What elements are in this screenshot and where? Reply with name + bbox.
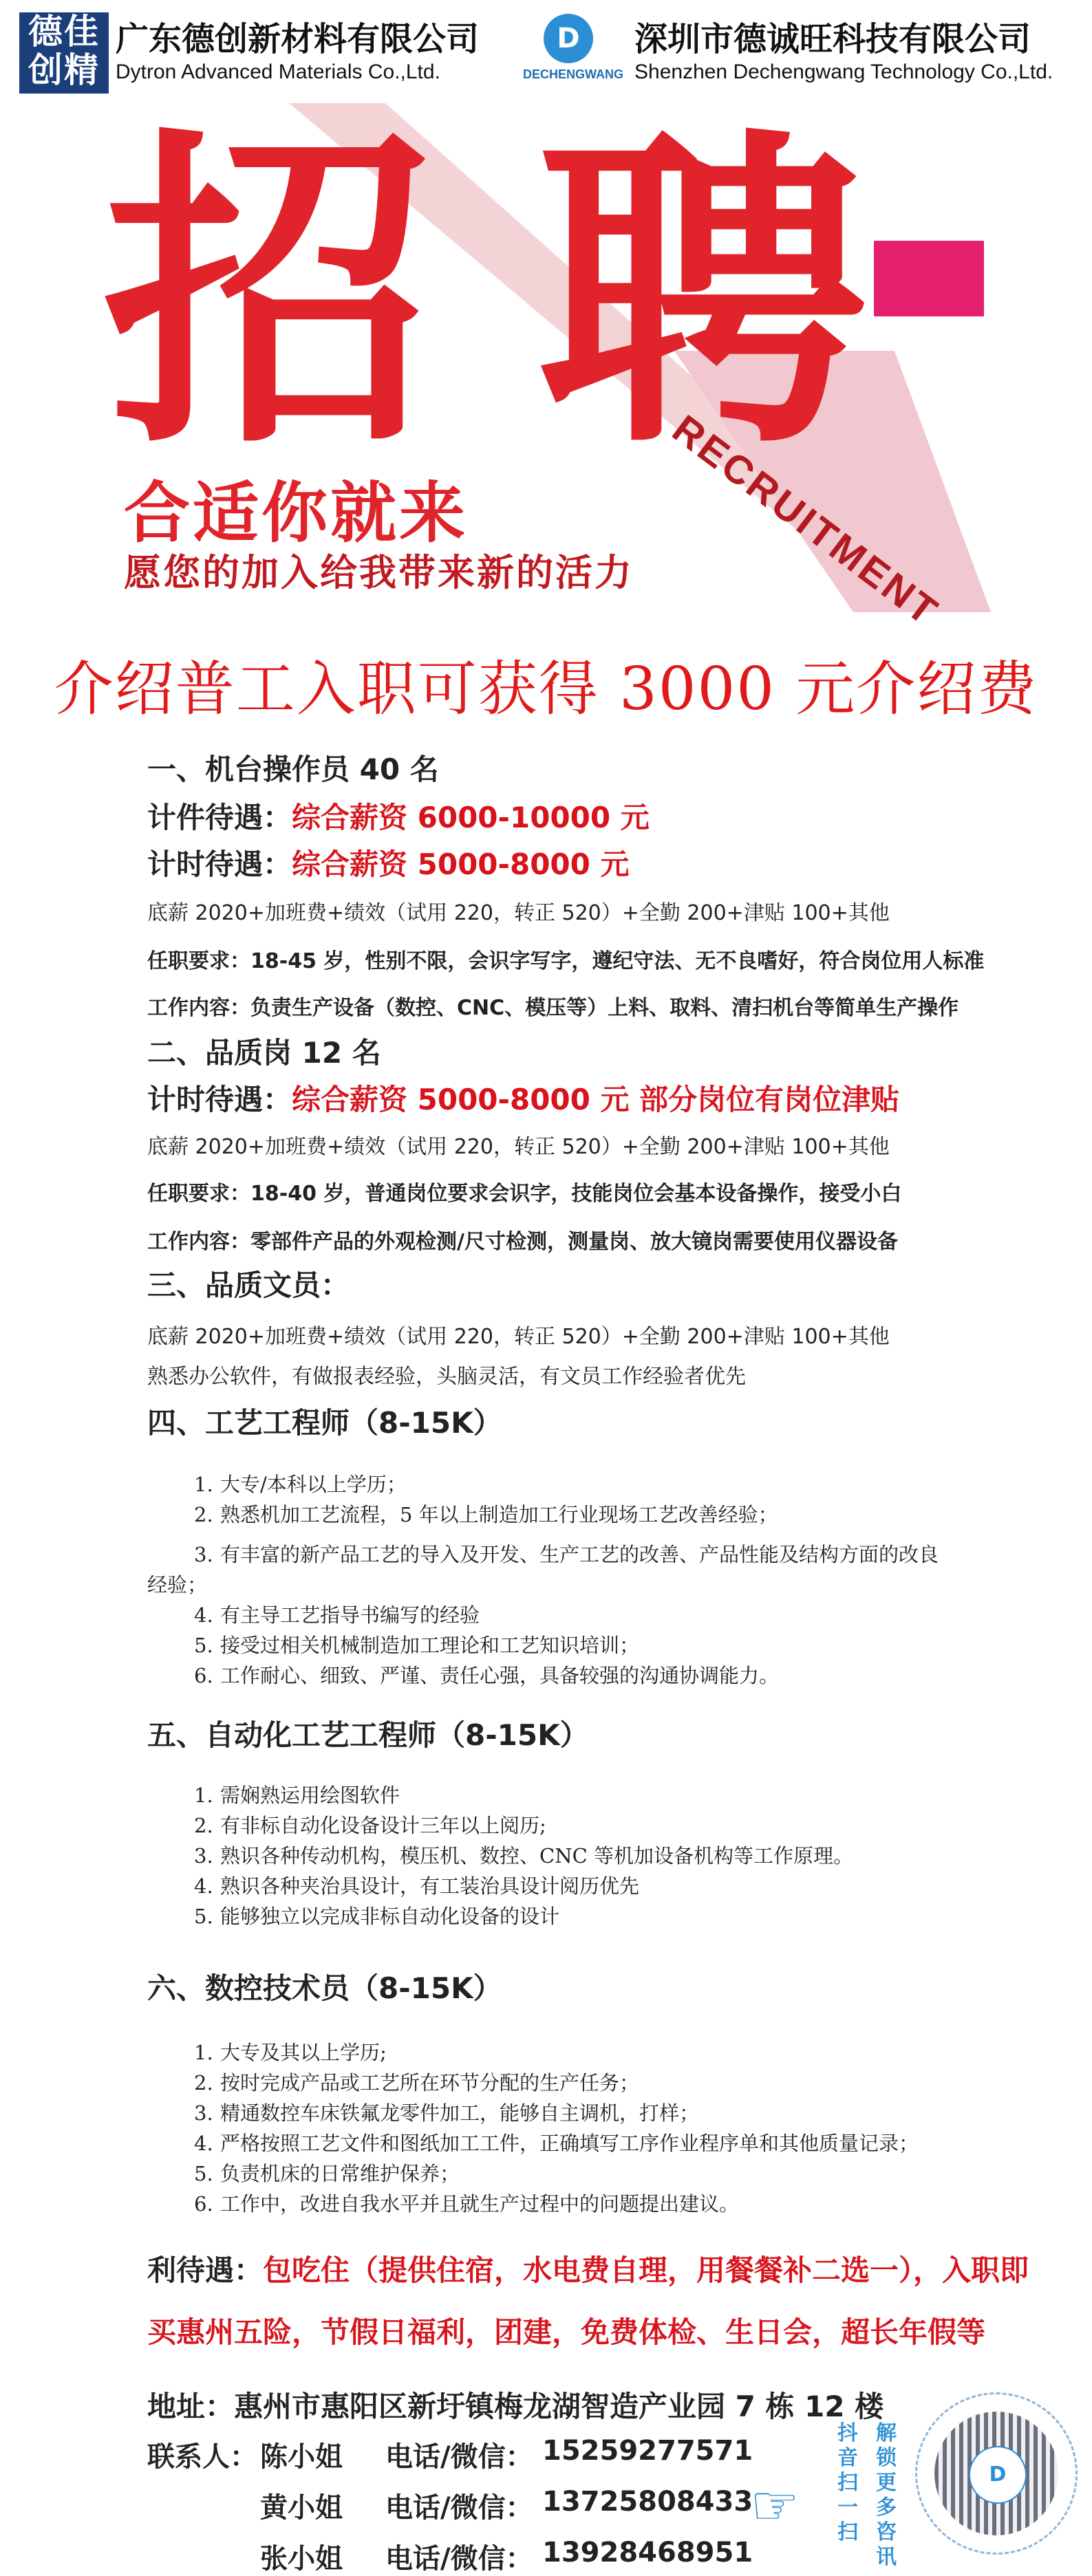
- dechengwang-logo-icon: D: [544, 14, 593, 63]
- dechengwang-logo-word: DECHENGWANG: [523, 67, 624, 81]
- job-4-requirement-list: [147, 1469, 939, 1691]
- right-company-name-en: Shenzhen Dechengwang Technology Co.,Ltd.: [634, 61, 1053, 83]
- contact-label: 联系人：: [147, 2441, 257, 2473]
- scan-douyin-text: 抖 音 扫 一 扫: [837, 2421, 858, 2544]
- benefits: [147, 2240, 1062, 2363]
- recruitment-banner: [0, 103, 1092, 636]
- job-1-requirements: 任职要求：18-45 岁，性别不限，会识字写字，遵纪守法、无不良嗜好，符合岗位用人标准: [147, 949, 985, 973]
- banner-char-zhao: 招: [103, 103, 433, 488]
- benefits-text-1: 包吃住（提供住宿，水电费自理，用餐餐补二选一），入职即: [263, 2253, 1029, 2287]
- job-5-requirement-list: [147, 1780, 853, 1931]
- list-item: 2. 有非标自动化设备设计三年以上阅历;: [194, 1814, 546, 1837]
- dytron-logo: [19, 12, 109, 94]
- logo-text-bottom: 创精: [28, 50, 100, 90]
- contact-phone: 13725808433: [542, 2486, 753, 2518]
- douyin-qr-code[interactable]: [915, 2392, 1078, 2555]
- unlock-more-text: 解 锁 更 多 咨 讯: [876, 2421, 897, 2569]
- banner-char-pin: 聘: [537, 103, 867, 488]
- list-item: 2. 熟悉机加工艺流程，5 年以上制造加工行业现场工艺改善经验；: [194, 1503, 778, 1526]
- list-item: 3. 有丰富的新产品工艺的导入及开发、生产工艺的改善、产品性能及结构方面的改良: [194, 1543, 939, 1566]
- pink-block: [874, 241, 984, 316]
- contact-name: 张小姐: [260, 2543, 343, 2575]
- list-item: 3. 精通数控车床铁氟龙零件加工，能够自主调机，打样；: [194, 2101, 700, 2125]
- recruitment-label: RECRUITMENT: [664, 406, 948, 636]
- contact-phone-label: 电话/微信：: [385, 2492, 533, 2524]
- benefits-line-2: 买惠州五险，节假日福利，团建，免费体检、生日会，超长年假等: [147, 2315, 986, 2349]
- job-6-requirement-list: [147, 2037, 919, 2219]
- list-item: 6. 工作中，改进自我水平并且就生产过程中的问题提出建议。: [194, 2192, 740, 2216]
- job-1-title: 一、机台操作员 40 名: [147, 753, 439, 786]
- job-1-piece-pay: [147, 795, 650, 836]
- banner-subslogan: 愿您的加入给我带来新的活力: [124, 551, 634, 594]
- referral-headline: 介绍普工入职可获得 3000 元介绍费: [54, 655, 1038, 724]
- piece-pay-value: 综合薪资 6000-10000 元: [292, 801, 650, 834]
- contact-phone: 15259277571: [542, 2435, 753, 2467]
- job-5-title: 五、自动化工艺工程师（8-15K）: [147, 1718, 589, 1752]
- job-1-base-pay: 底薪 2020+加班费+绩效（试用 220，转正 520）+全勤 200+津贴 100+其他: [147, 901, 890, 925]
- left-company-name-cn: 广东德创新材料有限公司: [116, 20, 480, 58]
- job-2-requirements: 任职要求：18-40 岁，普通岗位要求会识字，技能岗位会基本设备操作，接受小白: [147, 1182, 902, 1206]
- benefits-line-1: [147, 2240, 1062, 2302]
- job-2-duties: 工作内容：零部件产品的外观检测/尺寸检测，测量岗、放大镜岗需要使用仪器设备: [147, 1230, 898, 1254]
- hour-pay-value: 综合薪资 5000-8000 元 部分岗位有岗位津贴: [292, 1083, 900, 1116]
- benefits-label: 利待遇：: [147, 2253, 264, 2287]
- list-item: 4. 严格按照工艺文件和图纸加工工件，正确填写工序作业程序单和其他质量记录；: [194, 2132, 919, 2155]
- address: 地址：惠州市惠阳区新圩镇梅龙湖智造产业园 7 栋 12 楼: [147, 2390, 884, 2423]
- job-3-title: 三、品质文员：: [147, 1268, 350, 1302]
- job-2-hour-pay: [147, 1077, 899, 1118]
- contact-name: 陈小姐: [260, 2441, 343, 2473]
- hour-pay-label: 计时待遇：: [147, 1083, 292, 1116]
- list-item: 5. 负责机床的日常维护保养；: [194, 2162, 460, 2185]
- hour-pay-value: 综合薪资 5000-8000 元: [292, 847, 630, 881]
- list-item: 4. 有主导工艺指导书编写的经验: [194, 1603, 480, 1627]
- job-2-base-pay: 底薪 2020+加班费+绩效（试用 220，转正 520）+全勤 200+津贴 100+其他: [147, 1135, 890, 1159]
- list-item: 2. 按时完成产品或工艺所在环节分配的生产任务；: [194, 2071, 640, 2095]
- list-item: 5. 能够独立以完成非标自动化设备的设计: [194, 1905, 560, 1928]
- job-2-title: 二、品质岗 12 名: [147, 1036, 381, 1070]
- contact-phone-label: 电话/微信：: [385, 2441, 533, 2473]
- header: [0, 0, 1092, 103]
- pointing-hand-icon: ☞: [750, 2474, 800, 2537]
- list-item: 1. 需娴熟运用绘图软件: [194, 1784, 400, 1807]
- job-4-title: 四、工艺工程师（8-15K）: [147, 1406, 502, 1440]
- list-item: 6. 工作耐心、细致、严谨、责任心强，具备较强的沟通协调能力。: [194, 1664, 780, 1687]
- logo-text-top: 德佳: [28, 11, 100, 52]
- dechengwang-logo: [523, 14, 624, 95]
- right-company-name-cn: 深圳市德诚旺科技有限公司: [634, 20, 1031, 58]
- left-company-name-en: Dytron Advanced Materials Co.,Ltd.: [116, 61, 440, 83]
- job-1-hour-pay: [147, 842, 629, 883]
- list-item: 4. 熟识各种夹治具设计，有工装治具设计阅历优先: [194, 1874, 640, 1898]
- piece-pay-label: 计件待遇：: [147, 801, 292, 834]
- job-3-description: 熟悉办公软件，有做报表经验，头脑灵活，有文员工作经验者优先: [147, 1365, 746, 1389]
- list-item: 3. 熟识各种传动机构，模压机、数控、CNC 等机加设备机构等工作原理。: [194, 1844, 853, 1868]
- contact-phone-label: 电话/微信：: [385, 2543, 533, 2575]
- contact-phone: 13928468951: [542, 2537, 753, 2568]
- job-3-base-pay: 底薪 2020+加班费+绩效（试用 220，转正 520）+全勤 200+津贴 100+其他: [147, 1325, 890, 1349]
- job-1-duties: 工作内容：负责生产设备（数控、CNC、模压等）上料、取料、清扫机台等简单生产操作: [147, 996, 959, 1020]
- job-6-title: 六、数控技术员（8-15K）: [147, 1971, 502, 2005]
- list-item: 经验；: [147, 1573, 208, 1597]
- list-item: 5. 接受过相关机械制造加工理论和工艺知识培训；: [194, 1634, 640, 1657]
- banner-slogan: 合适你就来: [124, 475, 468, 552]
- list-item: 1. 大专及其以上学历;: [194, 2041, 387, 2064]
- qr-center-logo-icon: D: [969, 2446, 1027, 2504]
- list-item: 1. 大专/本科以上学历；: [194, 1473, 407, 1496]
- contact-name: 黄小姐: [260, 2492, 343, 2524]
- hour-pay-label: 计时待遇：: [147, 847, 292, 881]
